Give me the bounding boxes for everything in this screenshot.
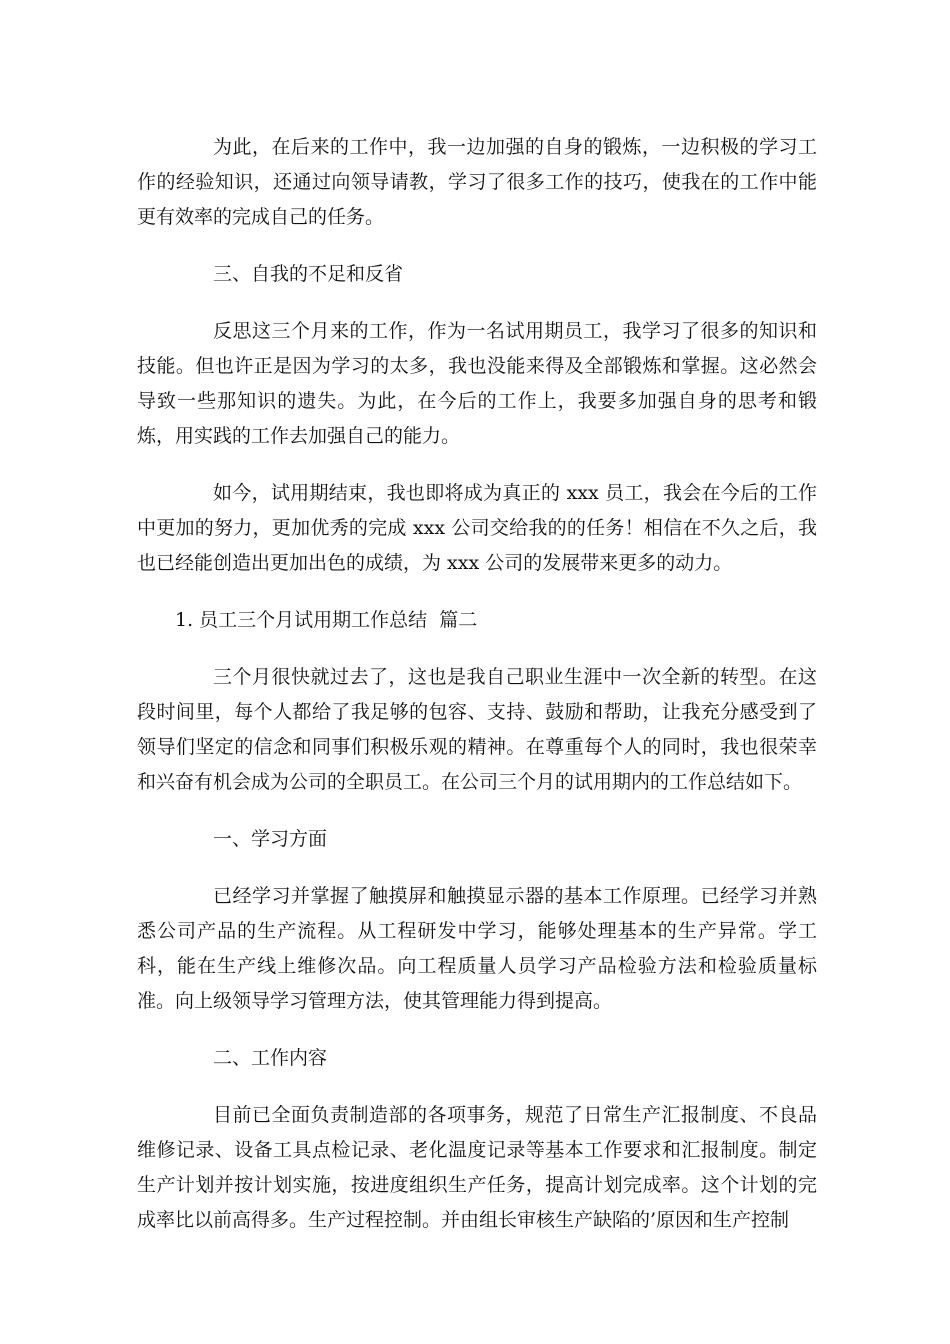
numbered-heading: 1. 员工三个月试用期工作总结 篇二: [175, 609, 478, 631]
section-heading: 三、自我的不足和反省: [213, 263, 404, 285]
paragraph: 如今，试用期结束，我也即将成为真正的 xxx 员工，我会在今后的工作中更加的努力，更加优秀的完成 xxx 公司交给我的的任务！相信在不久之后，我也已经能创造出更加出色的成绩，为 xxx 公司的发展带来更多的动力。: [137, 482, 817, 574]
paragraph: 目前已全面负责制造部的各项事务，规范了日常生产汇报制度、不良品维修记录、设备工具点检记录、老化温度记录等基本工作要求和汇报制度。制定生产计划并按计划实施，按进度组织生产任务，提高计划完成率。这个计划的完成率比以前高得多。生产过程控制。并由组长审核生产缺陷的’原因和生产控制: [137, 1104, 817, 1231]
paragraph: 反思这三个月来的工作，作为一名试用期员工，我学习了很多的知识和技能。但也许正是因为学习的太多，我也没能来得及全部锻炼和掌握。这必然会导致一些那知识的遗失。为此，在今后的工作上，我要多加强自身的思考和锻炼，用实践的工作去加强自己的能力。: [137, 320, 817, 447]
document-body: [137, 130, 817, 1260]
section-heading: 二、工作内容: [213, 1047, 328, 1069]
section-heading: 一、学习方面: [213, 828, 328, 850]
paragraph: 已经学习并掌握了触摸屏和触摸显示器的基本工作原理。已经学习并熟悉公司产品的生产流程。从工程研发中学习，能够处理基本的生产异常。学工科，能在生产线上维修次品。向工程质量人员学习产品检验方法和检验质量标准。向上级领导学习管理方法，使其管理能力得到提高。: [137, 885, 817, 1012]
paragraph: 为此，在后来的工作中，我一边加强的自身的锻炼，一边积极的学习工作的经验知识，还通过向领导请教，学习了很多工作的技巧，使我在的工作中能更有效率的完成自己的任务。: [137, 136, 817, 228]
paragraph: 三个月很快就过去了，这也是我自己职业生涯中一次全新的转型。在这段时间里，每个人都给了我足够的包容、支持、鼓励和帮助，让我充分感受到了领导们坚定的信念和同事们积极乐观的精神。在尊重每个人的同时，我也很荣幸和兴奋有机会成为公司的全职员工。在公司三个月的试用期内的工作总结如下。: [137, 666, 817, 793]
